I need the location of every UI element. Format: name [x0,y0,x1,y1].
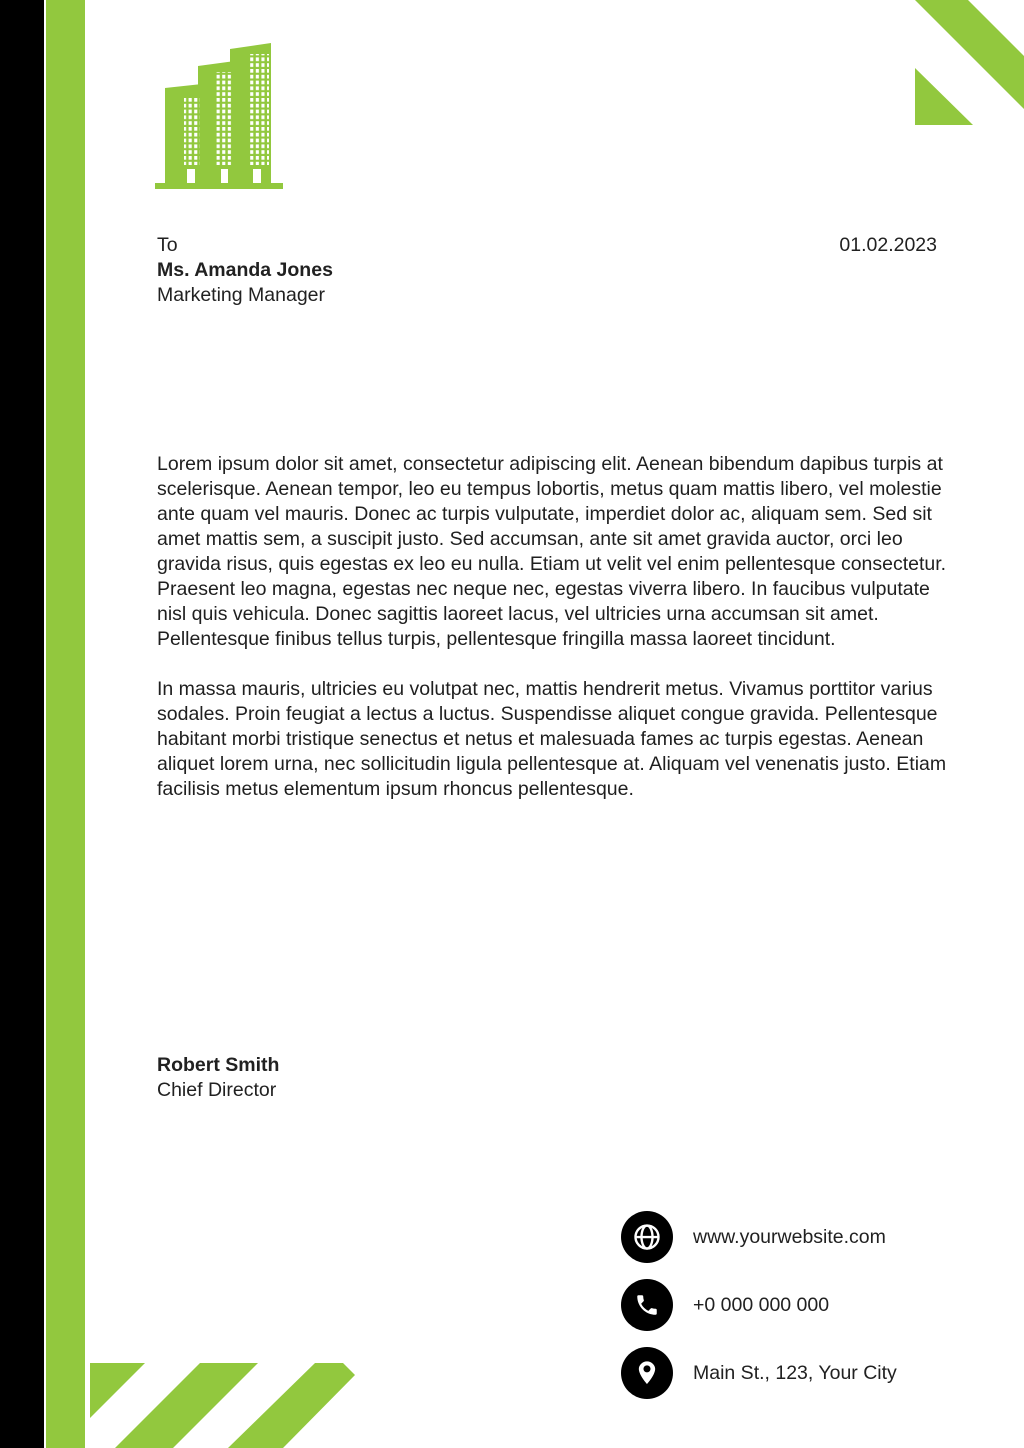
bottom-left-triangle-stripe [90,1363,145,1418]
building-middle-door [221,169,228,183]
contact-item-address [621,1347,897,1399]
body-paragraph-2: In massa mauris, ultricies eu volutpat nec, mattis hendrerit metus. Vivamus porttitor varius sodales. Proin feugiat a lectus a luctus. Suspendisse aliquet congue gravida. Pellentesque habitant morbi tristique senectus et netus et malesuada fames ac turpis egestas. Aenean aliquet lorem urna, nec sollicitudin ligula pellentesque at. Aliquam vel venenatis justo. Etiam facilisis metus elementum ipsum rhoncus pellentesque. [157,678,947,800]
recipient-role: Marketing Manager [157,284,325,306]
body-paragraph-1: Lorem ipsum dolor sit amet, consectetur adipiscing elit. Aenean bibendum dapibus turpis at scelerisque. Aenean tempor, leo eu tempus lobortis, metus quam mattis libero, vel molestie ante quam vel mauris. Donec ac turpis vulputate, imperdiet dolor ac, aliquam sem. Sed sit amet mattis sem, a suscipit justo. Sed accumsan, ante sit amet gravida auctor, orci leo gravida risus, quis egestas ex leo eu nulla. Etiam ut velit vel enim pellentesque consectetur. Praesent leo magna, egestas nec neque nec, egestas viverra libero. In faucibus vulputate nisl quis vehicula. Donec sagittis laoreet lacus, vel ultricies urna accumsan sit amet. Pellentesque finibus tellus turpis, pellentesque fringilla massa laoreet tincidunt. [157,453,947,650]
website-text: www.yourwebsite.com [693,1225,886,1248]
letter-date: 01.02.2023 [839,234,937,256]
recipient-name: Ms. Amanda Jones [157,259,333,281]
building-right-door [253,169,261,183]
buildings-logo [155,40,289,192]
building-left-door [187,169,195,183]
top-right-diagonal-stripe [915,0,1024,109]
bottom-left-right-stripe [228,1363,355,1448]
left-green-edge-bar [46,0,85,1448]
location-pin-icon [621,1347,673,1399]
contact-item-website [621,1211,897,1263]
recipient-block [157,233,333,308]
signature-name: Robert Smith [157,1054,280,1076]
top-right-corner-triangle [915,68,973,125]
left-black-edge-bar [0,0,44,1448]
phone-text: +0 000 000 000 [693,1293,830,1316]
address-text: Main St., 123, Your City [693,1361,897,1384]
globe-icon [621,1211,673,1263]
bottom-left-middle-stripe [115,1363,258,1448]
contact-item-phone [621,1279,897,1331]
signature-block [157,1053,279,1103]
contact-section [621,1211,897,1399]
phone-icon [621,1279,673,1331]
logo-base-bar [155,183,283,189]
letter-body [157,452,947,806]
signature-role: Chief Director [157,1079,277,1101]
to-label: To [157,234,178,256]
